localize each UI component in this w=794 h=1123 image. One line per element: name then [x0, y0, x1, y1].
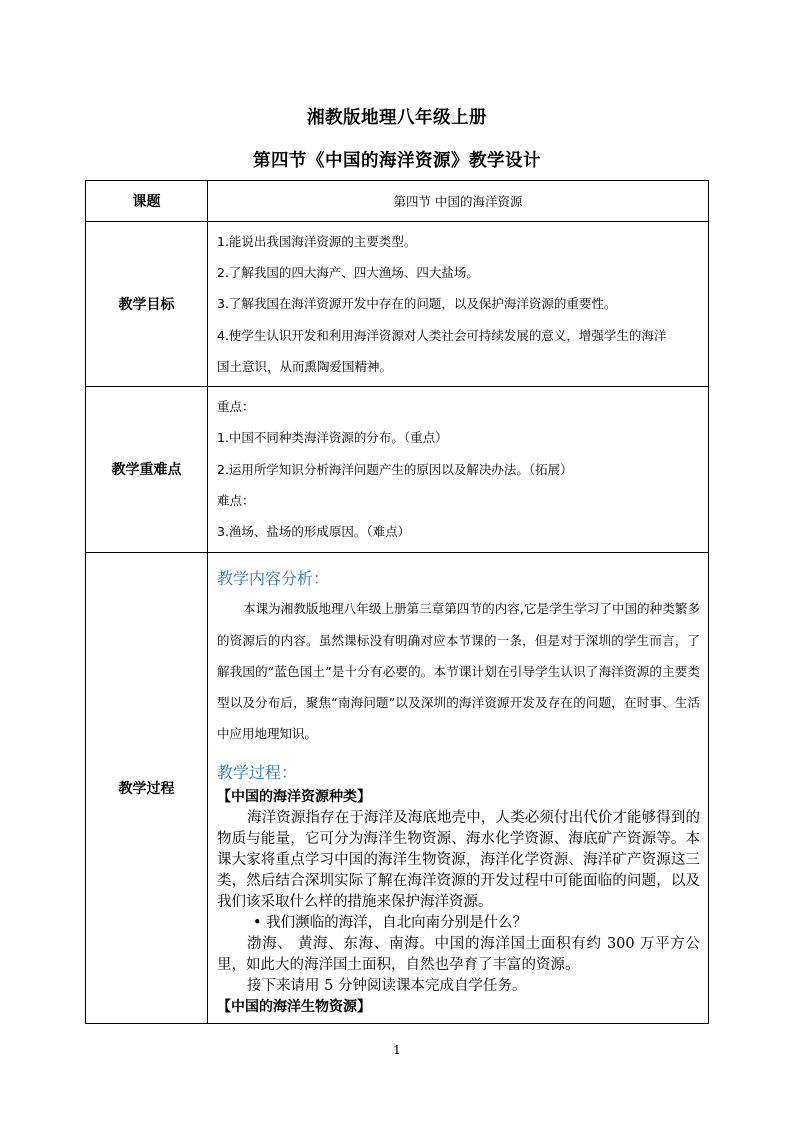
document-subtitle: 第四节《中国的海洋资源》教学设计: [253, 151, 541, 171]
keypoints-cell: [208, 387, 709, 552]
task-paragraph: 接下来请用 5 分钟阅读课本完成自学任务。: [247, 977, 527, 994]
goal-line: 1.能说出我国海洋资源的主要类型。: [217, 234, 417, 249]
section-title: 【中国的海洋资源种类】: [217, 788, 371, 805]
table-row-keypoints: [86, 387, 709, 552]
topic-value: 第四节 中国的海洋资源: [208, 181, 709, 222]
goals-cell: [208, 222, 709, 387]
goals-label: 教学目标: [86, 222, 208, 387]
keypoint-line: 1.中国不同种类海洋资源的分布。（重点）: [217, 430, 448, 446]
lesson-plan-table: [85, 180, 709, 1024]
goal-line: 3.了解我国在海洋资源开发中存在的问题，以及保护海洋资源的重要性。: [217, 296, 617, 312]
analysis-paragraph: 本课为湘教版地理八年级上册第三章第四节的内容,它是学生学习了中国的种类繁多的资源后的内容。虽然课标没有明确对应本节课的一条，但是对于深圳的学生而言，了解我国的“蓝色国土”是十分有必要的。本节课计划在引导学生认识了海洋资源的主要类型以及分布后，聚焦“南海问题”以及深圳的海洋资源开发及存在的问题，在时事、生活中应用地理知识。: [217, 601, 700, 742]
keypoints-label: 教学重难点: [86, 387, 208, 552]
section-paragraph: 海洋资源指存在于海洋及海底地壳中，人类必须付出代价才能够得到的物质与能量，它可分为海洋生物资源、海水化学资源、海底矿产资源等。本课大家将重点学习中国的海洋生物资源，海洋化学资源、海洋矿产资源这三类，然后结合深圳实际了解在海洋资源的开发过程中可能面临的问题，以及我们该采取什么样的措施来保护海洋资源。: [217, 809, 700, 910]
process-cell: [208, 552, 709, 1023]
keypoint-line: 难点：: [217, 492, 255, 508]
section-title: 【中国的海洋生物资源】: [217, 998, 371, 1015]
table-row-process: [86, 552, 709, 1023]
bullet-question: • 我们濒临的海洋，自北向南分别是什么？: [253, 914, 528, 931]
goal-line: 4.使学生认识开发和利用海洋资源对人类社会可持续发展的意义，增强学生的海洋: [217, 327, 667, 343]
keypoint-line: 3.渔场、盐场的形成原因。（难点）: [217, 524, 411, 540]
goal-line: 国土意识，从而熏陶爱国精神。: [217, 358, 393, 374]
document-title: 湘教版地理八年级上册: [307, 108, 487, 128]
table-row-topic: [86, 181, 709, 222]
process-heading: 教学过程：: [217, 762, 298, 782]
answer-paragraph: 渤海、 黄海、东海、南海。中国的海洋国土面积有约 300 万平方公里，如此大的海洋国土面积，自然也孕育了丰富的资源。: [217, 935, 700, 973]
goal-line: 2.了解我国的四大海产、四大渔场、四大盐场。: [217, 265, 479, 281]
analysis-heading: 教学内容分析：: [217, 569, 330, 589]
keypoint-line: 2.运用所学知识分析海洋问题产生的原因以及解决办法。（拓展）: [217, 461, 573, 477]
process-label: 教学过程: [86, 552, 208, 1023]
keypoint-line: 重点：: [217, 399, 255, 415]
table-row-goals: [86, 222, 709, 387]
topic-label: 课题: [86, 181, 208, 222]
page-number: 1: [393, 1043, 401, 1057]
